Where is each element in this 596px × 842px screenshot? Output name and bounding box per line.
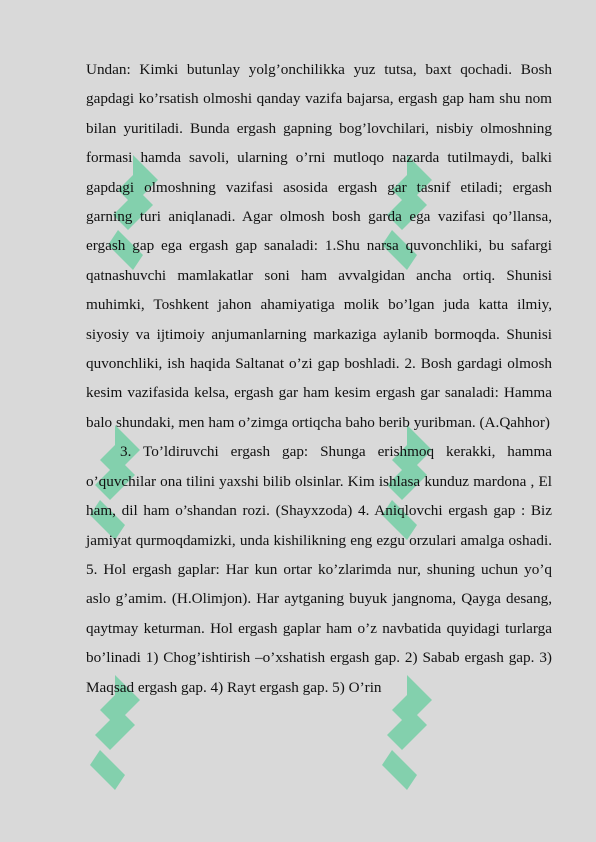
body-text bbox=[86, 55, 552, 702]
paragraph: 3. To’ldiruvchi ergash gap: Shunga erishmoq kerakki, hamma o’quvchilar ona tilini yaxshi bilib olsinlar. Kim ishlasa kunduz mardona , El ham, dil ham o’shandan rozi. (Shayxzoda) 4. Aniqlovchi ergash gap : Biz jamiyat qurmoqdamizki, unda kishilikning eng ezgu orzulari amalga oshadi. 5. Hol ergash gaplar: Har kun ortar ko’zlarimda nur, shuning uchun yo’q aslo g’amim. (H.Olimjon). Har aytganing buyuk jangnoma, Qayga desang, qaytmay keturman. Hol ergash gaplar ham o’z navbatida quyidagi turlarga bo’linadi 1) Chog’ishtirish –o’xshatish ergash gap. 2) Sabab ergash gap. 3) Maqsad ergash gap. 4) Rayt ergash gap. 5) O’rin bbox=[86, 443, 552, 696]
paragraph: Undan: Kimki butunlay yolg’onchilikka yuz tutsa, baxt qochadi. Bosh gapdagi ko’rsatish olmoshi qanday vazifa bajarsa, ergash gap ham shu nom bilan yuritiladi. Bunda ergash gapning bog’lovchilari, nisbiy olmoshning formasi hamda savoli, ularning o’rni mutloqo nazarda tutilmaydi, balki gapdagi olmoshning vazifasi asosida ergash gar tasnif etiladi; ergash garning turi aniqlanadi. Agar olmosh bosh garda ega vazifasi qo’llansa, ergash gap ega ergash gap sanaladi: 1.Shu narsa quvonchliki, bu safargi qatnashuvchi mamlakatlar soni ham avvalgidan ancha ortiq. Shunisi muhimki, Toshkent jahon ahamiyatiga molik bo’lgan juda katta ilmiy, siyosiy va ijtimoiy anjumanlarning markaziga aylanib bormoqda. Shunisi quvonchliki, ish haqida Saltanat o’zi gap boshladi. 2. Bosh gardagi olmosh kesim vazifasida kelsa, ergash gar ham kesim ergash gar sanaladi: Hamma balo shundaki, men ham o’zimga ortiqcha baho berib yuribman. (A.Qahhor) bbox=[86, 61, 552, 431]
